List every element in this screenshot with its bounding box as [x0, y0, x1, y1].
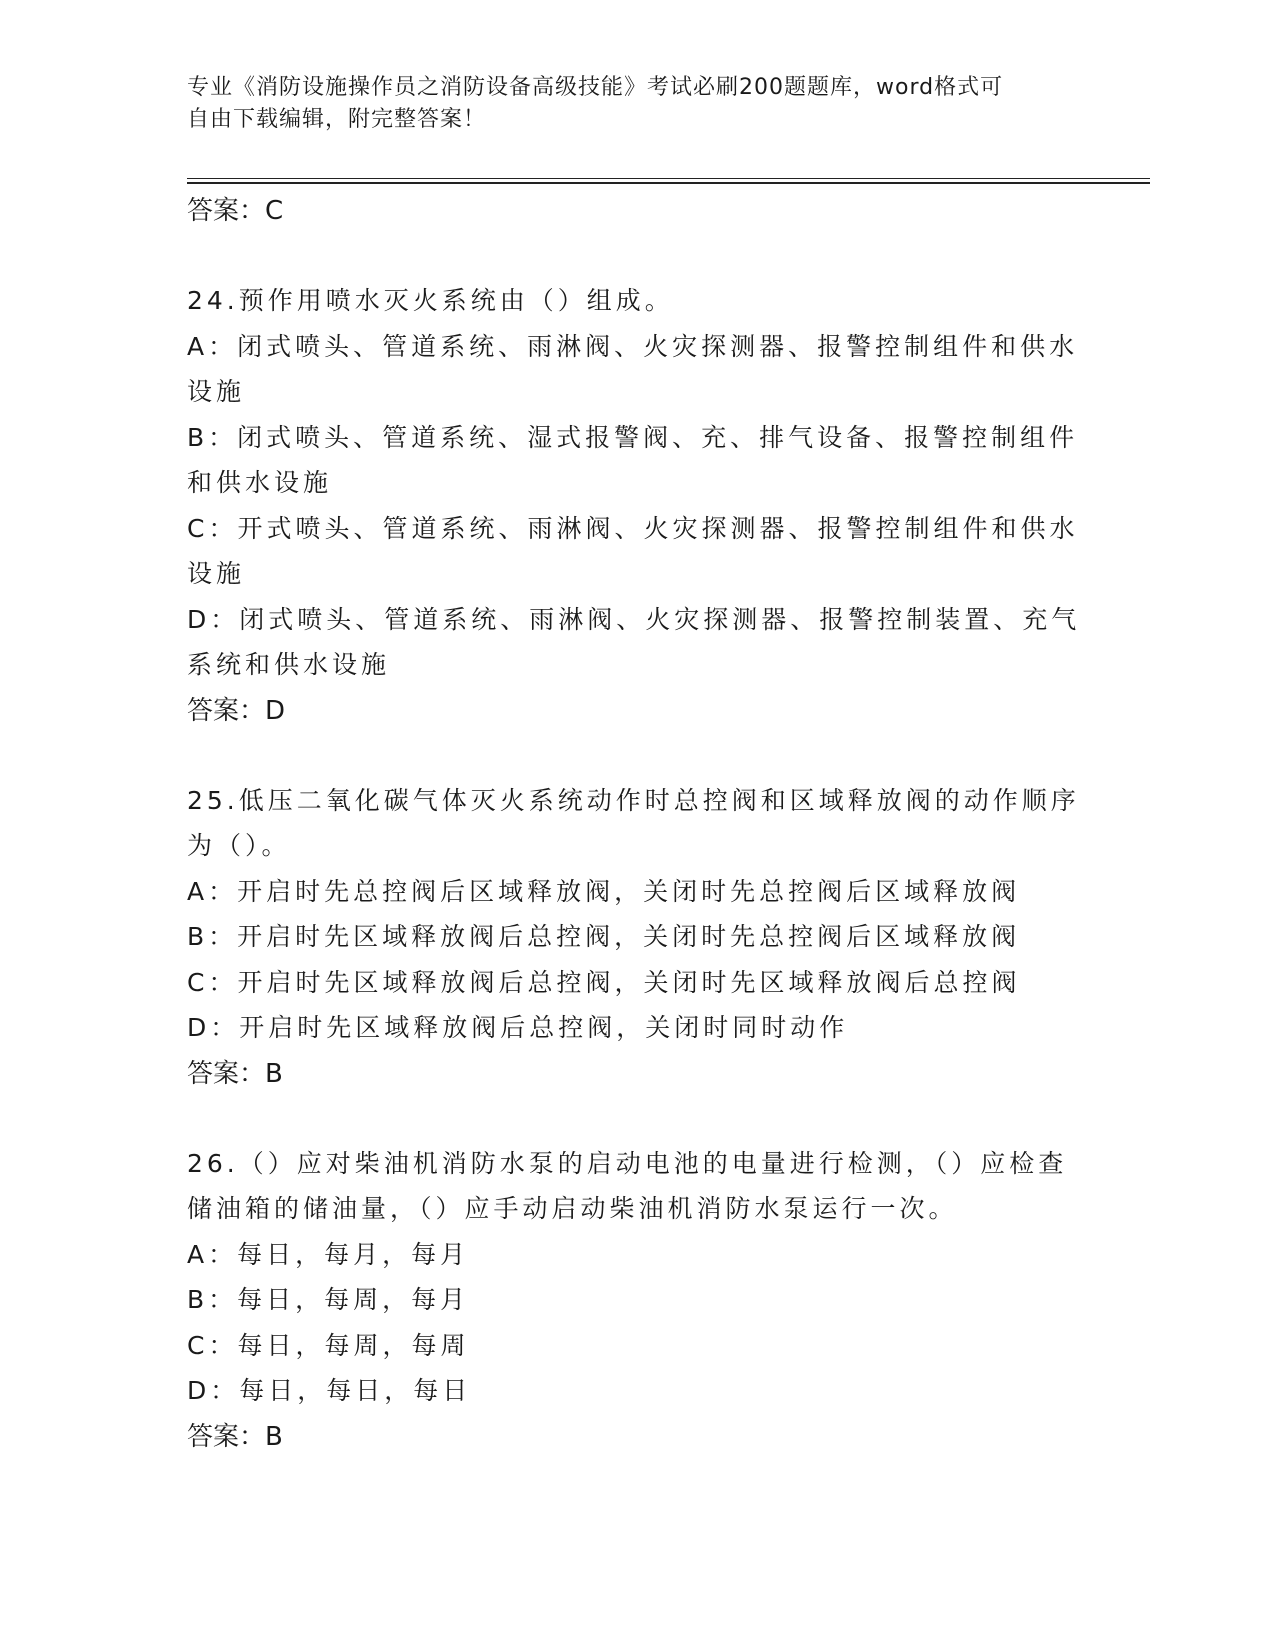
option-line: 设施 [187, 377, 246, 406]
header-divider-thin [187, 178, 1150, 179]
question-block [187, 278, 1081, 734]
option-a: A：每日，每月，每月 [187, 1239, 470, 1269]
question-stem: 为（）。 [187, 831, 291, 860]
answer: 答案：B [187, 1058, 283, 1089]
page-header [187, 72, 1067, 136]
option-c: C：每日，每周，每周 [187, 1330, 470, 1360]
option-line: D：闭式喷头、管道系统、雨淋阀、火灾探测器、报警控制装置、充气 [187, 604, 1081, 634]
question-stem: 25.低压二氧化碳气体灭火系统动作时总控阀和区域释放阀的动作顺序 [187, 785, 1080, 815]
header-divider-thick [187, 182, 1150, 184]
option-c [187, 506, 1077, 597]
option-line: C：开式喷头、管道系统、雨淋阀、火灾探测器、报警控制组件和供水 [187, 513, 1079, 543]
answer: 答案：D [187, 695, 286, 726]
option-d [187, 597, 1081, 688]
spacer [187, 234, 1077, 278]
option-b: B：每日，每周，每月 [187, 1285, 470, 1314]
header-line-1: 专业《消防设施操作员之消防设备高级技能》考试必刷200题题库，word格式可 [187, 75, 1004, 100]
option-d: D：开启时先区域释放阀后总控阀，关闭时同时动作 [187, 1013, 849, 1042]
question-block [187, 1141, 1077, 1460]
question-stem: 24.预作用喷水灭火系统由（）组成。 [187, 286, 674, 315]
option-line: A：闭式喷头、管道系统、雨淋阀、火灾探测器、报警控制组件和供水 [187, 331, 1079, 361]
option-c: C：开启时先区域释放阀后总控阀，关闭时先区域释放阀后总控阀 [187, 967, 1021, 997]
header-line-2: 自由下载编辑，附完整答案！ [187, 107, 487, 132]
option-b: B：开启时先区域释放阀后总控阀，关闭时先总控阀后区域释放阀 [187, 922, 1021, 951]
question-list [187, 188, 1081, 1460]
previous-answer: 答案：C [187, 196, 284, 226]
spacer [187, 734, 1077, 778]
option-line: B：闭式喷头、管道系统、湿式报警阀、充、排气设备、报警控制组件 [187, 422, 1079, 452]
question-stem: 26.（）应对柴油机消防水泵的启动电池的电量进行检测，（）应检查 [187, 1148, 1068, 1178]
option-b [187, 415, 1077, 506]
answer: 答案：B [187, 1421, 283, 1452]
option-d: D：每日，每日，每日 [187, 1376, 472, 1405]
option-line: 设施 [187, 559, 246, 588]
option-line: 和供水设施 [187, 468, 333, 497]
spacer [187, 1097, 1077, 1141]
question-block [187, 778, 1080, 1097]
question-stem: 储油箱的储油量，（）应手动启动柴油机消防水泵运行一次。 [187, 1194, 958, 1223]
option-a: A：开启时先总控阀后区域释放阀，关闭时先总控阀后区域释放阀 [187, 876, 1021, 906]
option-line: 系统和供水设施 [187, 650, 391, 679]
option-a [187, 324, 1077, 415]
